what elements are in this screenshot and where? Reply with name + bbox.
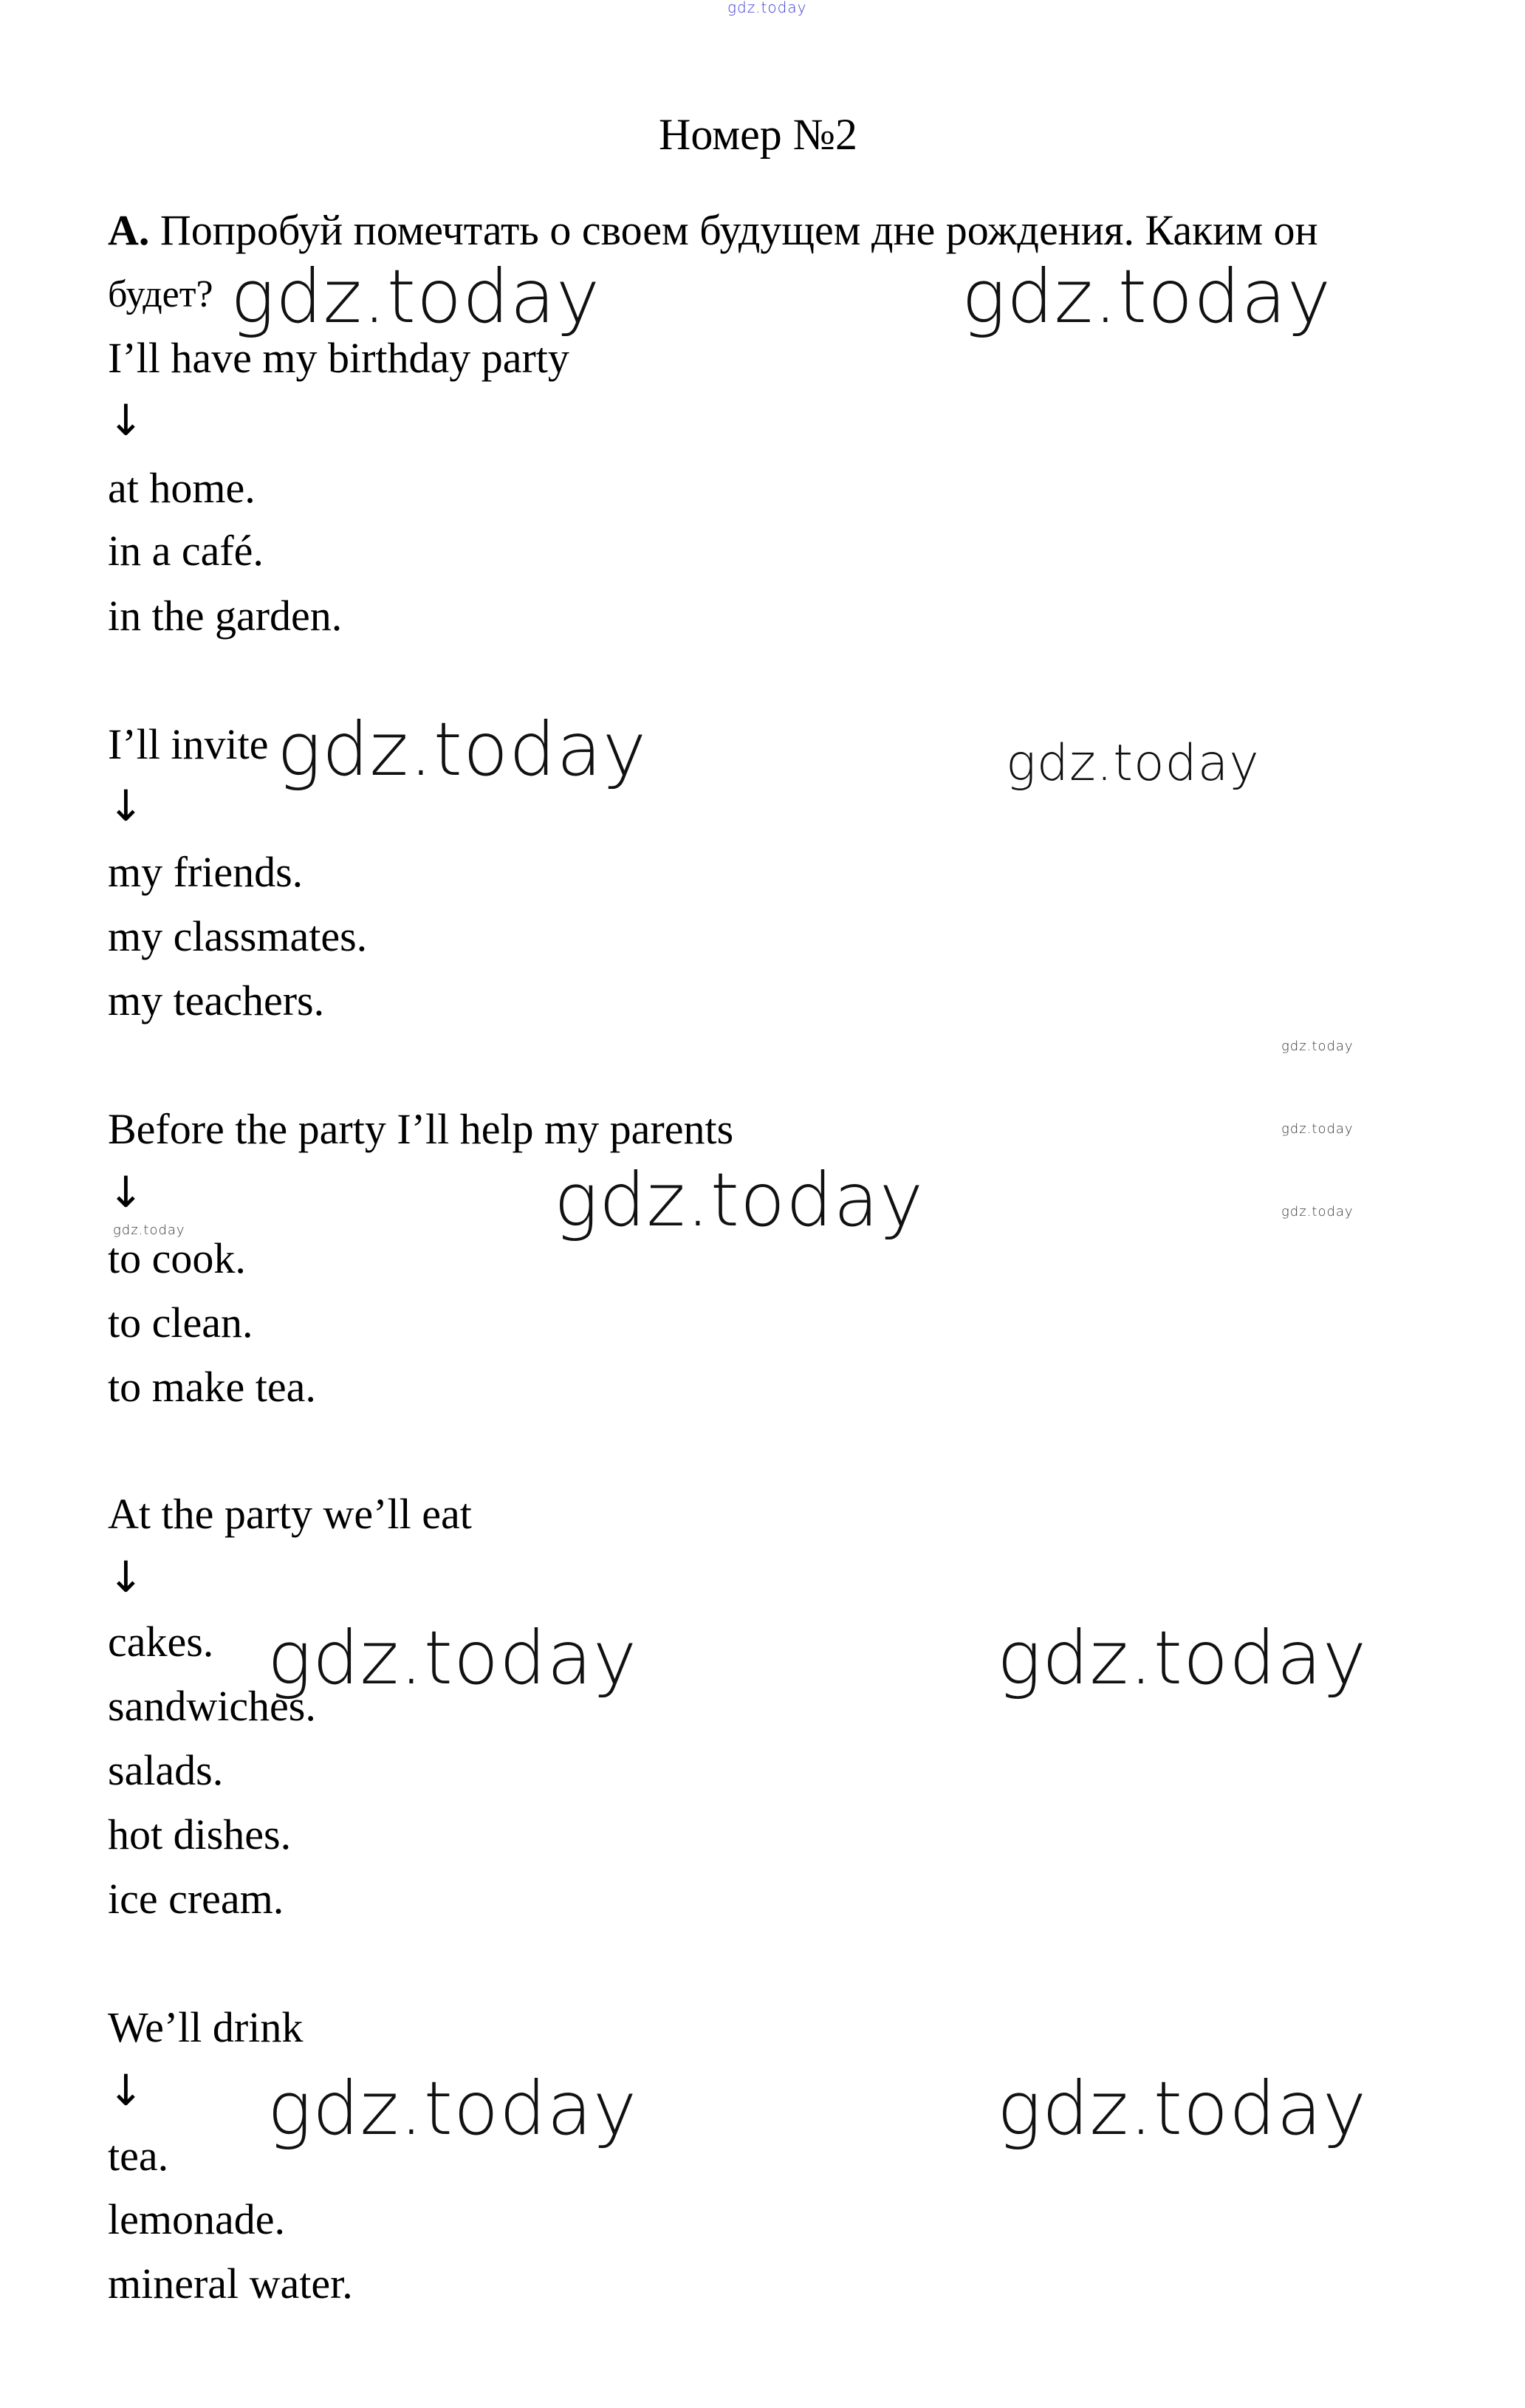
section-4-option: cakes. xyxy=(108,1618,214,1666)
watermark: gdz.today xyxy=(1281,1039,1354,1054)
task-line-2: будет? xyxy=(108,273,213,315)
watermark: gdz.today xyxy=(113,1222,185,1238)
section-3-arrow: ↓ xyxy=(108,1167,144,1217)
section-2-option: my teachers. xyxy=(108,976,325,1025)
task-line-1 xyxy=(108,206,1318,254)
section-5-lead: We’ll drink xyxy=(108,2003,304,2051)
section-5-option: tea. xyxy=(108,2132,169,2180)
section-4-option: ice cream. xyxy=(108,1875,284,1923)
section-4-lead: At the party we’ll eat xyxy=(108,1490,472,1538)
section-1-option: in the garden. xyxy=(108,592,343,640)
section-5-option: lemonade. xyxy=(108,2195,285,2243)
watermark: gdz.today xyxy=(267,1615,638,1701)
section-1-lead: I’ll have my birthday party xyxy=(108,334,569,382)
watermark-top: gdz.today xyxy=(727,0,807,16)
section-4-option: salads. xyxy=(108,1746,224,1794)
section-4-option: sandwiches. xyxy=(108,1682,316,1730)
section-5-arrow: ↓ xyxy=(108,2065,144,2115)
task-label: A. xyxy=(108,206,150,254)
section-1-arrow: ↓ xyxy=(108,395,144,445)
section-1-option: in a café. xyxy=(108,527,264,575)
section-2-option: my classmates. xyxy=(108,912,368,960)
section-2-lead: I’ll invite xyxy=(108,720,269,768)
section-1-option: at home. xyxy=(108,464,256,512)
watermark: gdz.today xyxy=(1006,734,1260,793)
section-3-option: to cook. xyxy=(108,1234,246,1282)
watermark: gdz.today xyxy=(267,2065,638,2152)
section-4-arrow: ↓ xyxy=(108,1552,144,1602)
watermark: gdz.today xyxy=(997,1615,1368,1701)
section-2-arrow: ↓ xyxy=(108,781,144,831)
section-2-option: my friends. xyxy=(108,848,304,896)
watermark: gdz.today xyxy=(277,706,648,793)
watermark: gdz.today xyxy=(230,253,601,340)
task-text: Попробуй помечтать о своем будущем дне рождения. Каким он xyxy=(160,206,1318,254)
watermark: gdz.today xyxy=(554,1157,925,1243)
section-4-option: hot dishes. xyxy=(108,1810,292,1858)
watermark: gdz.today xyxy=(962,253,1332,340)
watermark: gdz.today xyxy=(997,2065,1368,2152)
section-5-option: mineral water. xyxy=(108,2260,353,2308)
page-title: Номер №2 xyxy=(659,110,858,159)
watermark: gdz.today xyxy=(1281,1121,1354,1137)
section-3-option: to clean. xyxy=(108,1299,253,1347)
watermark: gdz.today xyxy=(1281,1204,1354,1220)
section-3-lead: Before the party I’ll help my parents xyxy=(108,1105,734,1153)
section-3-option: to make tea. xyxy=(108,1363,316,1411)
